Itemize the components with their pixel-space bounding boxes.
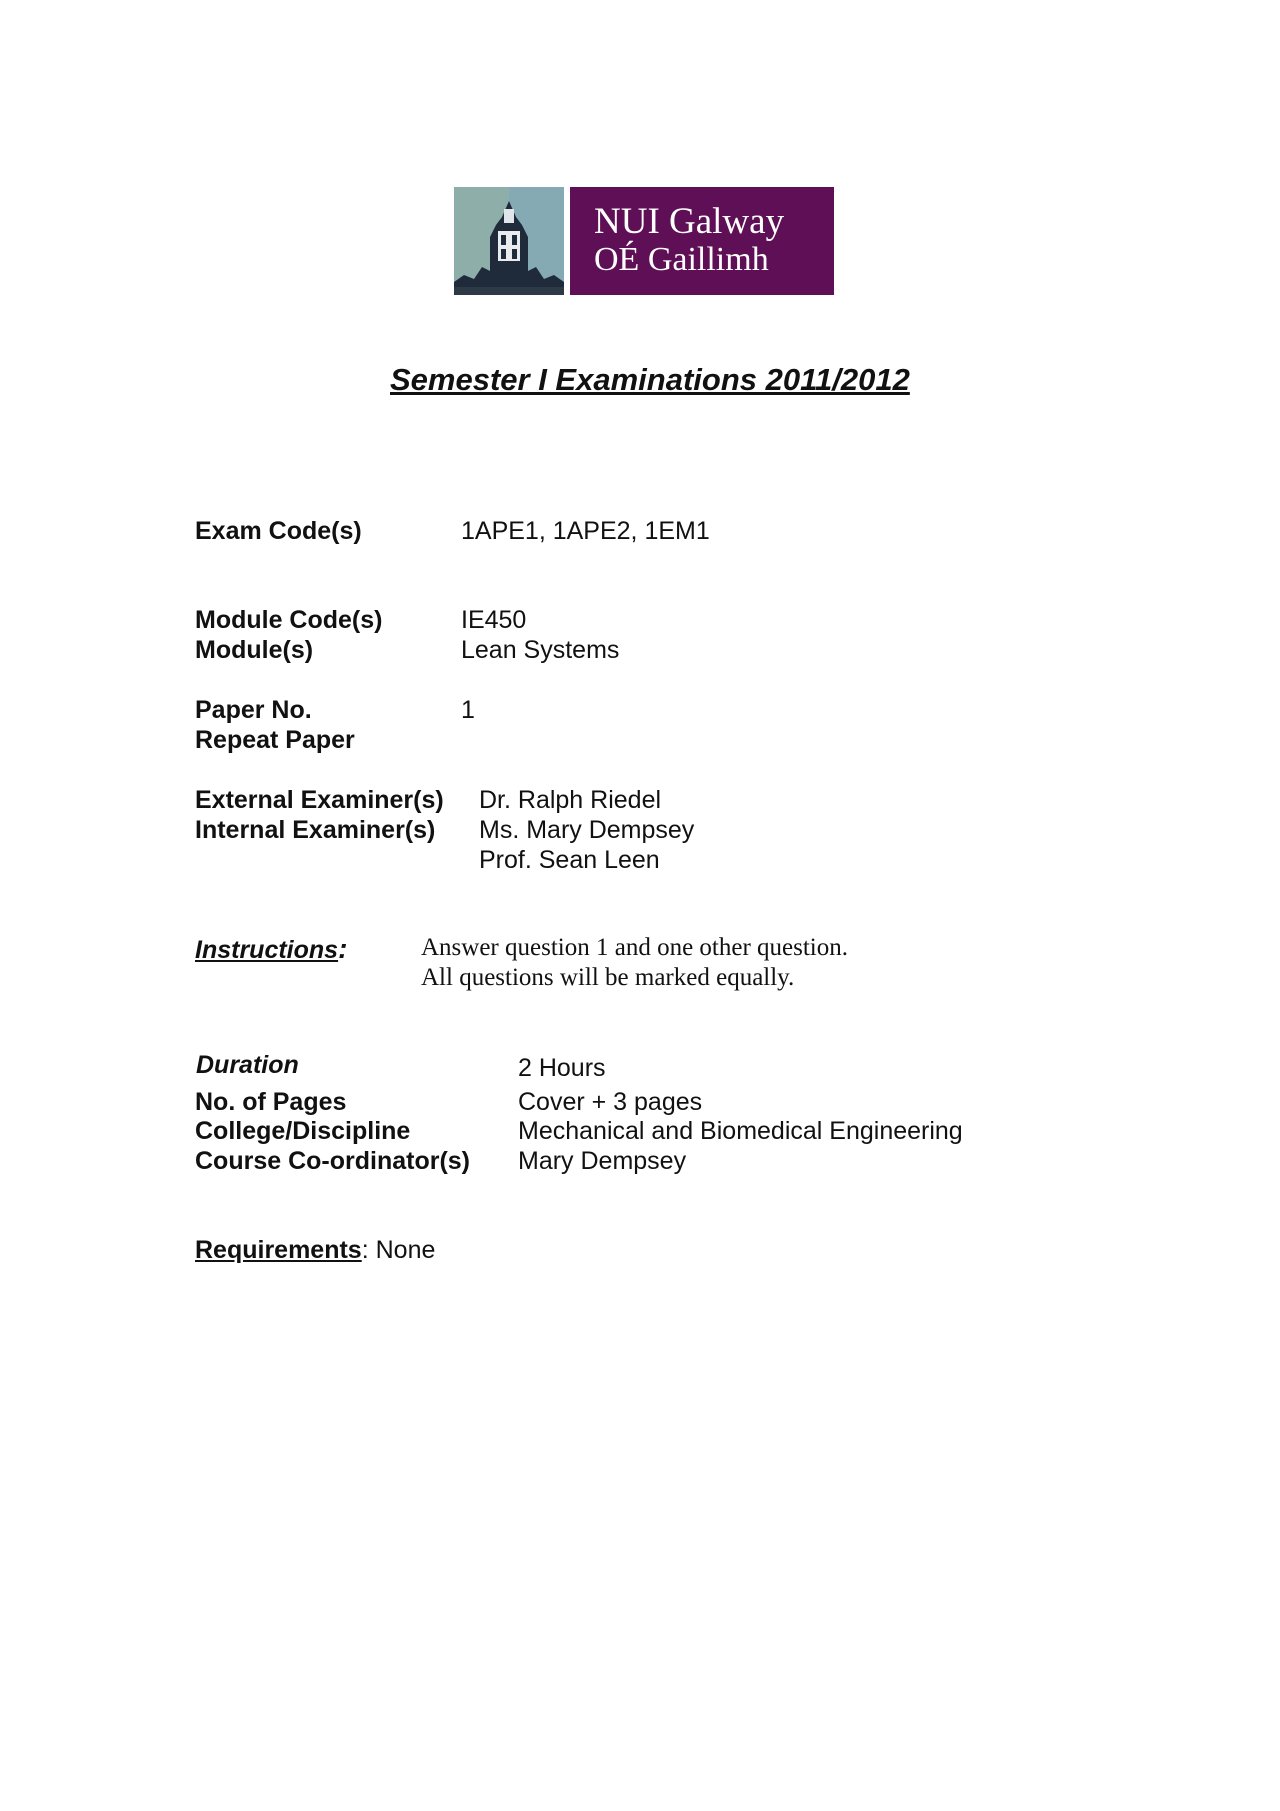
exam-codes-label: Exam Code(s)	[195, 517, 362, 545]
external-examiner-value: Dr. Ralph Riedel	[479, 786, 662, 814]
requirements-value: : None	[361, 1236, 436, 1264]
instructions-line-1: Answer question 1 and one other question.	[421, 934, 849, 961]
duration-value: 2 Hours	[518, 1054, 606, 1082]
requirements-label: Requirements	[195, 1236, 362, 1264]
module-codes-value: IE450	[461, 606, 527, 634]
paper-no-label: Paper No.	[195, 696, 312, 724]
repeat-paper-label: Repeat Paper	[195, 726, 355, 754]
exam-codes-value: 1APE1, 1APE2, 1EM1	[461, 517, 710, 545]
module-codes-label: Module Code(s)	[195, 606, 383, 634]
paper-no-value: 1	[461, 696, 475, 724]
modules-value: Lean Systems	[461, 636, 620, 664]
college-label: College/Discipline	[195, 1117, 411, 1145]
page-title: Semester I Examinations 2011/2012	[390, 362, 910, 397]
nui-galway-logo	[454, 187, 834, 295]
external-examiner-label: External Examiner(s)	[195, 786, 444, 814]
tower-image	[454, 187, 564, 295]
duration-label: Duration	[196, 1051, 299, 1079]
coordinator-label: Course Co-ordinator(s)	[195, 1147, 470, 1175]
instructions-line-2: All questions will be marked equally.	[421, 964, 795, 991]
internal-examiner-value-1: Ms. Mary Dempsey	[479, 816, 695, 844]
instructions-colon: :	[338, 933, 348, 964]
requirements-line	[195, 1236, 435, 1265]
coordinator-value: Mary Dempsey	[518, 1147, 687, 1175]
internal-examiner-label: Internal Examiner(s)	[195, 816, 436, 844]
internal-examiner-value-2: Prof. Sean Leen	[479, 846, 660, 874]
college-value: Mechanical and Biomedical Engineering	[518, 1117, 963, 1145]
no-of-pages-label: No. of Pages	[195, 1088, 347, 1116]
logo-line2: OÉ Gaillimh	[594, 241, 769, 278]
logo-line1: NUI Galway	[594, 201, 785, 242]
no-of-pages-value: Cover + 3 pages	[518, 1088, 703, 1116]
modules-label: Module(s)	[195, 636, 314, 664]
instructions-heading	[195, 933, 347, 965]
instructions-label: Instructions	[195, 936, 339, 964]
